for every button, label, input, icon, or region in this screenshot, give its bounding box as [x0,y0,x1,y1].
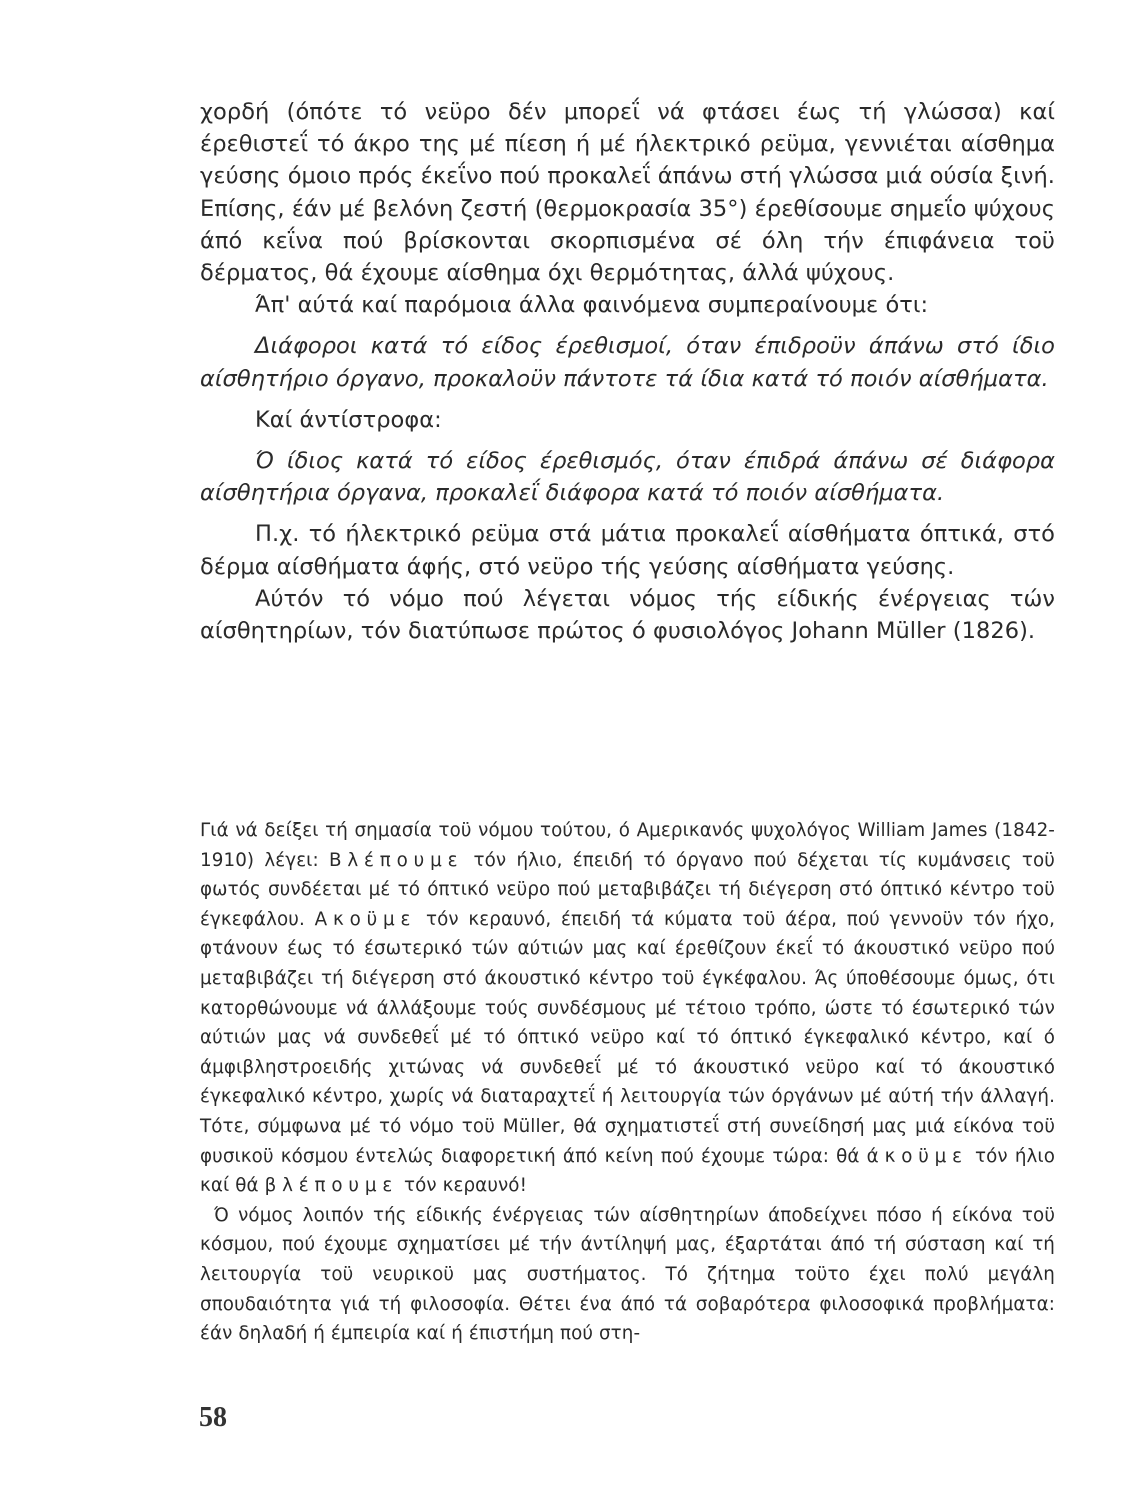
small-print-section [200,816,1055,1349]
paragraph-conversely: Καί άντίστροφα: [255,406,442,433]
paragraph-muller-law: Αύτόν τό νόμο πού λέγεται νόμος τής είδικής ένέργειας τών αίσθητηρίων, τόν διατύπωσε πρώτος ό φυσιολόγος Johann Müller (1826). [200,585,1055,645]
page-number: 58 [199,1402,227,1433]
note-text: Γιά νά δείξει τή σημασία τοϋ νόμου τούτου, ό Αμερικανός ψυχολόγος William James (1842-1910) λέγει: [200,820,1055,871]
note-text: τόν κεραυνό! [398,1175,528,1197]
spaced-word-hear: Ακοϋμε [314,908,417,930]
paragraph-2: Άπ' αύτά καί παρόμοια άλλα φαινόμενα συμπεραίνουμε ότι: [255,292,929,319]
note-text: τόν κεραυνό, έπειδή τά κύματα τοϋ άέρα, πού γεννοϋν τόν ήχο, φτάνουν έως τό έσωτερικό τών αύτιών μας καί έρεθίζουν έκεΐ τό άκουστικό νεϋρο πού μεταβιβάζει τή διέγερση στό άκουστικό κέντρο τοϋ έγκέφαλου. Άς ύποθέσουμε όμως, ότι κατορθώνουμε νά άλλάξουμε τούς συνδέσμους μέ τέτοιο τρόπο, ώστε τό έσωτερικό τών αύτιών μας νά συνδεθεΐ μέ τό όπτικό νεϋρο καί τό όπτικό έγκεφαλικό κέντρο, καί ό άμφιβληστροειδής χιτώνας νά συνδεθεΐ μέ τό άκουστικό νεϋρο καί τό άκουστικό έγκεφαλικό κέντρο, χωρίς νά διαταραχτεΐ ή λειτουργία τών όργάνων μέ αύτή τήν άλλαγή. Τότε, σύμφωνα μέ τό νόμο τοϋ Müller, θά σχηματιστεΐ στή συνείδησή μας μιά είκόνα τοϋ φυσικοϋ κόσμου έντελώς διαφορετική άπό κείνη πού έχουμε τώρα: θά [200,908,1055,1167]
paragraph-example: Π.χ. τό ήλεκτρικό ρεϋμα στά μάτια προκαλεΐ αίσθήματα όπτικά, στό δέρμα αίσθήματα άφής, στό νεϋρο τής γεύσης αίσθήματα γεύσης. [200,521,1055,580]
spaced-word-hear-2: άκοϋμε [866,1145,968,1167]
note-text: τόν ήλιο, έπειδή τό όργανο πού δέχεται τίς κυμάνσεις τοϋ φωτός συνδέεται μέ τό όπτικό νεϋρο πού μεταβιβάζει τή διέγερση στό όπτικό κέντρο τοϋ έγκεφάλου. [200,849,1055,930]
main-text [200,96,1055,647]
paragraph-1: χορδή (όπότε τό νεϋρο δέν μπορεΐ νά φτάσει έως τή γλώσσα) καί έρεθιστεΐ τό άκρο της μέ πίεση ή μέ ήλεκτρικό ρεϋμα, γεννιέται αίσθημα γεύσης όμοιο πρός έκεΐνο πού προκαλεΐ άπάνω στή γλώσσα μιά ούσία ξινή. Επίσης, έάν μέ βελόνη ζεστή (θερμοκρασία 35°) έρεθίσουμε σημεΐο ψύχους άπό κεΐνα πού βρίσκονται σκορπισμένα σέ όλη τήν έπιφάνεια τοϋ δέρματος, θά έχουμε αίσθημα όχι θερμότητας, άλλά ψύχους. [200,99,1055,287]
law-statement-1: Διάφοροι κατά τό είδος έρεθισμοί, όταν έπιδροϋν άπάνω στό ίδιο αίσθητήριο όργανο, προκαλοϋν πάντοτε τά ίδια κατά τό ποιόν αίσθήματα. [200,333,1055,392]
note-paragraph-2: Ό νόμος λοιπόν τής είδικής ένέργειας τών αίσθητηρίων άποδείχνει πόσο ή είκόνα τοϋ κόσμου, πού έχουμε σχηματίσει μέ τήν άντίληψή μας, έξαρτάται άπό τή σύσταση καί τή λειτουργία τοϋ νευρικοϋ μας συστήματος. Τό ζήτημα τοϋτο έχει πολύ μεγάλη σπουδαιότητα γιά τή φιλοσοφία. Θέτει ένα άπό τά σοβαρότερα φιλοσοφικά προβλήματα: έάν δηλαδή ή έμπειρία καί ή έπιστήμη πού στη- [200,1204,1055,1345]
note-paragraph-1 [200,816,1055,1201]
note-text: τόν ήλιο καί θά [200,1145,1056,1197]
spaced-word-see: Βλέπουμε [328,849,464,871]
spaced-word-see-2: βλέπουμε [264,1175,399,1197]
law-statement-2: Ό ίδιος κατά τό είδος έρεθισμός, όταν έπιδρά άπάνω σέ διάφορα αίσθητήρια όργανα, προκαλεΐ διάφορα κατά τό ποιόν αίσθήματα. [200,448,1055,507]
